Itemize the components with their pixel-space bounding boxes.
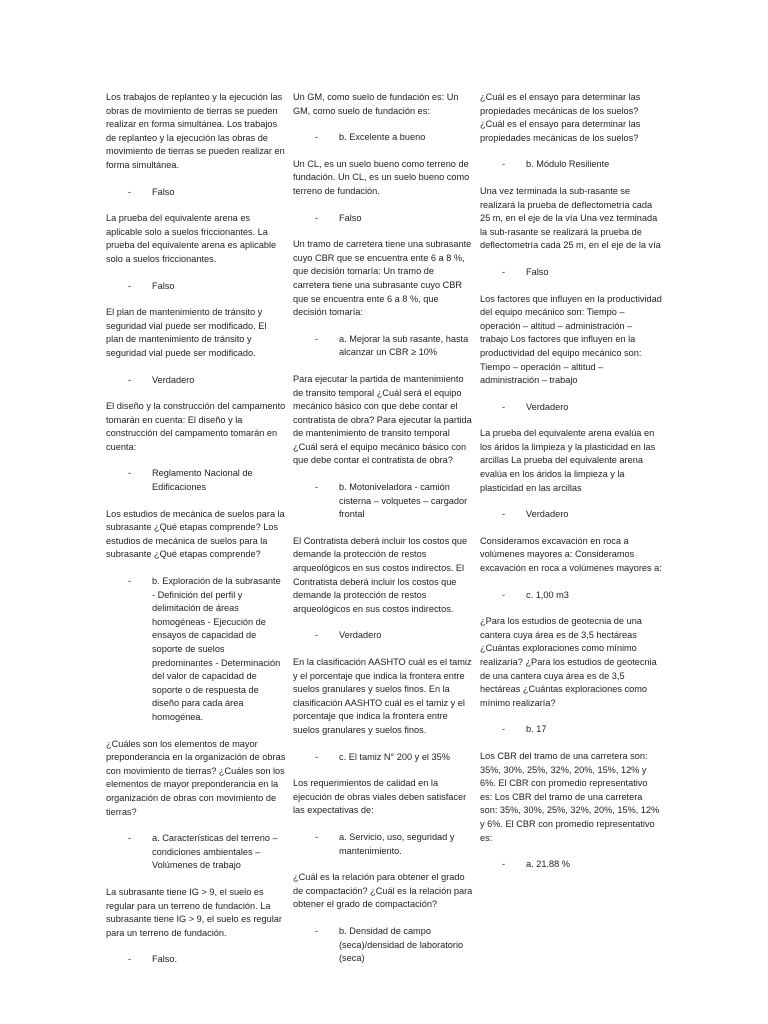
answer-text: Falso <box>152 186 175 197</box>
answer-item <box>480 589 662 603</box>
question-text: Los factores que influyen en la productividad del equipo mecánico son: Tiempo – operación – altitud – administración – trabajo Los factores que influyen en la productividad del equipo mecánico son: Tiempo – operación – altitud – administración – trabajo <box>480 293 662 386</box>
question-text: ¿Cuál es el ensayo para determinar las propiedades mecánicas de los suelos? ¿Cuál es el ensayo para determinar las propiedades mecánicas de los suelos? <box>480 92 641 143</box>
answer-item <box>106 832 286 873</box>
column-3 <box>480 91 662 872</box>
answer-item <box>293 131 473 145</box>
question-text: En la clasificación AASHTO cuál es el tamiz y el porcentaje que indica la frontera entre suelos granulares y suelos finos. En la clasificación AASHTO cuál es el tamiz y el porcentaje que indica la frontera entre suelos granulares y suelos finos. <box>293 657 472 735</box>
answer-text: Falso <box>152 280 175 291</box>
bullet-dash: - <box>502 724 506 735</box>
bullet-dash: - <box>315 751 319 762</box>
answer-item <box>293 333 473 360</box>
answer-item <box>293 831 473 858</box>
answer-text: Verdadero <box>152 374 195 385</box>
bullet-dash: - <box>128 833 132 844</box>
bullet-dash: - <box>502 266 506 277</box>
answer-item <box>293 212 473 226</box>
answer-item <box>106 280 286 294</box>
bullet-dash: - <box>128 954 132 965</box>
question-text: Los estudios de mecánica de suelos para la subrasante ¿Qué etapas comprende? Los estudios de mecánica de suelos para la subrasante ¿Qué etapas comprende? <box>106 508 285 560</box>
bullet-dash: - <box>315 333 319 344</box>
answer-item <box>480 723 662 737</box>
question-text: La prueba del equivalente arena evalúa en los áridos la limpieza y la plasticidad en las arcillas La prueba del equivalente arena evalúa en los áridos la limpieza y la plasticidad en las arcillas <box>480 428 656 493</box>
question-text: El diseño y la construcción del campamento tomarán en cuenta: El diseño y la construcción del campamento tomarán en cuenta: <box>106 401 286 452</box>
question-text: Consideramos excavación en roca a volúmenes mayores a: Consideramos excavación en roca a volúmenes mayores a: <box>480 535 662 574</box>
question-text: Un GM, como suelo de fundación es: Un GM, como suelo de fundación es: <box>293 92 459 116</box>
answer-text: Verdadero <box>339 630 382 641</box>
answer-text: b. Motoniveladora - camión cisterna – volquetes – cargador frontal <box>339 482 468 520</box>
bullet-dash: - <box>315 212 319 223</box>
bullet-dash: - <box>502 401 506 412</box>
bullet-dash: - <box>315 630 319 641</box>
answer-text: Falso. <box>152 954 178 965</box>
answer-text: Verdadero <box>526 509 569 520</box>
question-text: Un CL, es un suelo bueno como terreno de fundación. Un CL, es un suelo bueno como terreno de fundación. <box>293 158 470 196</box>
bullet-dash: - <box>315 925 319 936</box>
question-text: ¿Cuáles son los elementos de mayor preponderancia en la organización de obras con movimiento de tierras? ¿Cuáles son los elementos de mayor preponderancia en la organización de obras con movimiento de tierras? <box>106 738 286 817</box>
column-2 <box>293 91 473 966</box>
answer-text: a. Mejorar la sub rasante, hasta alcanzar un CBR ≥ 10% <box>339 333 469 358</box>
question-text: La subrasante tiene IG > 9, el suelo es regular para un terreno de fundación. La subrasante tiene IG > 9, el suelo es regular para un terreno de fundación. <box>106 886 282 938</box>
answer-item <box>106 467 286 494</box>
answer-item <box>480 858 662 872</box>
bullet-dash: - <box>128 186 132 197</box>
answer-text: Falso <box>526 266 549 277</box>
answer-text: b. Excelente a bueno <box>339 132 426 143</box>
bullet-dash: - <box>502 509 506 520</box>
answer-item <box>480 158 662 172</box>
bullet-dash: - <box>315 831 319 842</box>
answer-item <box>293 925 473 966</box>
bullet-dash: - <box>128 468 132 479</box>
answer-text: Reglamento Nacional de Edificaciones <box>152 468 253 493</box>
answer-item <box>106 374 286 388</box>
question-text: La prueba del equivalente arena es aplicable solo a suelos friccionantes. La prueba del equivalente arena es aplicable solo a suelos friccionantes. <box>106 213 277 264</box>
answer-text: c. 1,00 m3 <box>526 589 569 600</box>
answer-text: b. Exploración de la subrasante - Definición del perfil y delimitación de áreas homogéneas - Ejecución de ensayos de capacidad de soporte de suelos predominantes - Determinación del valor de capacidad de soporte o de respuesta de diseño para cada área homogénea. <box>152 576 281 722</box>
question-text: ¿Cuál es la relación para obtener el grado de compactación? ¿Cuál es la relación para obtener el grado de compactación? <box>293 872 473 910</box>
question-text: El plan de mantenimiento de tránsito y seguridad vial puede ser modificado. El plan de mantenimiento de tránsito y seguridad vial puede ser modificado. <box>106 307 267 358</box>
answer-item <box>480 266 662 280</box>
answer-text: Falso <box>339 212 362 223</box>
answer-text: b. Módulo Resiliente <box>526 159 610 170</box>
answer-item <box>293 481 473 522</box>
bullet-dash: - <box>502 859 506 870</box>
bullet-dash: - <box>315 482 319 493</box>
answer-text: a. Características del terreno – condiciones ambientales – Volúmenes de trabajo <box>152 833 278 871</box>
question-text: Un tramo de carretera tiene una subrasante cuyo CBR que se encuentra ente 6 a 8 %, que decisión tomaría: Un tramo de carretera tiene una subrasante cuyo CBR que se encuentra ente 6 a 8 %, que decisión tomaría: <box>293 239 472 318</box>
answer-item <box>480 508 662 522</box>
answer-text: c. El tamiz N° 200 y el 35% <box>339 751 450 762</box>
question-text: Los requerimientos de calidad en la ejecución de obras viales deben satisfacer las expectativas de: <box>293 778 467 816</box>
bullet-dash: - <box>502 589 506 600</box>
answer-item <box>293 751 473 765</box>
bullet-dash: - <box>502 159 506 170</box>
answer-item <box>106 575 286 725</box>
question-text: ¿Para los estudios de geotecnia de una cantera cuya área es de 3,5 hectáreas ¿Cuántas exploraciones como mínimo realizaría? ¿Para los estudios de geotecnia de una cantera cuya área es de 3,5 hectáreas ¿Cuántas exploraciones como mínimo realizaría? <box>480 616 657 708</box>
answer-item <box>106 953 286 967</box>
bullet-dash: - <box>128 374 132 385</box>
answer-text: a. Servicio, uso, seguridad y mantenimiento. <box>339 831 455 856</box>
question-text: El Contratista deberá incluir los costos que demande la protección de restos arqueológicos en sus costos indirectos. El Contratista deberá incluir los costos que demande la protección de restos arqueológicos en sus costos indirectos. <box>293 535 468 614</box>
answer-text: b. 17 <box>526 724 547 735</box>
question-text: Una vez terminada la sub-rasante se realizará la prueba de deflectometría cada 25 m, en el eje de la vía Una vez terminada la sub-rasante se realizará la prueba de deflectometría cada 25 m, en el eje de la vía <box>480 185 661 251</box>
bullet-dash: - <box>128 576 132 587</box>
question-text: Los trabajos de replanteo y la ejecución las obras de movimiento de tierras se pueden realizar en forma simultánea. Los trabajos de replanteo y la ejecución las obras de movimiento de tierras se pueden realizar en forma simultánea. <box>106 92 285 170</box>
answer-text: a. 21.88 % <box>526 859 570 870</box>
answer-item <box>106 186 286 200</box>
answer-text: b. Densidad de campo (seca)/densidad de laboratorio (seca) <box>339 925 464 964</box>
column-1 <box>106 91 286 967</box>
answer-text: Verdadero <box>526 401 569 412</box>
bullet-dash: - <box>128 280 132 291</box>
question-text: Los CBR del tramo de una carretera son: 35%, 30%, 25%, 32%, 20%, 15%, 12% y 6%. El CBR con promedio representativo es: Los CBR del tramo de una carretera son: 35%, 30%, 25%, 32%, 20%, 15%, 12% y 6%. El CBR con promedio representativo es: <box>480 750 660 843</box>
answer-item <box>480 401 662 415</box>
question-text: Para ejecutar la partida de mantenimiento de transito temporal ¿Cuál será el equipo mecánico básico con que debe contar el contratista de obra? Para ejecutar la partida de mantenimiento de transito temporal ¿Cuál será el equipo mecánico básico con que debe contar el contratista de obra? <box>293 373 472 466</box>
answer-item <box>293 629 473 643</box>
bullet-dash: - <box>315 132 319 143</box>
